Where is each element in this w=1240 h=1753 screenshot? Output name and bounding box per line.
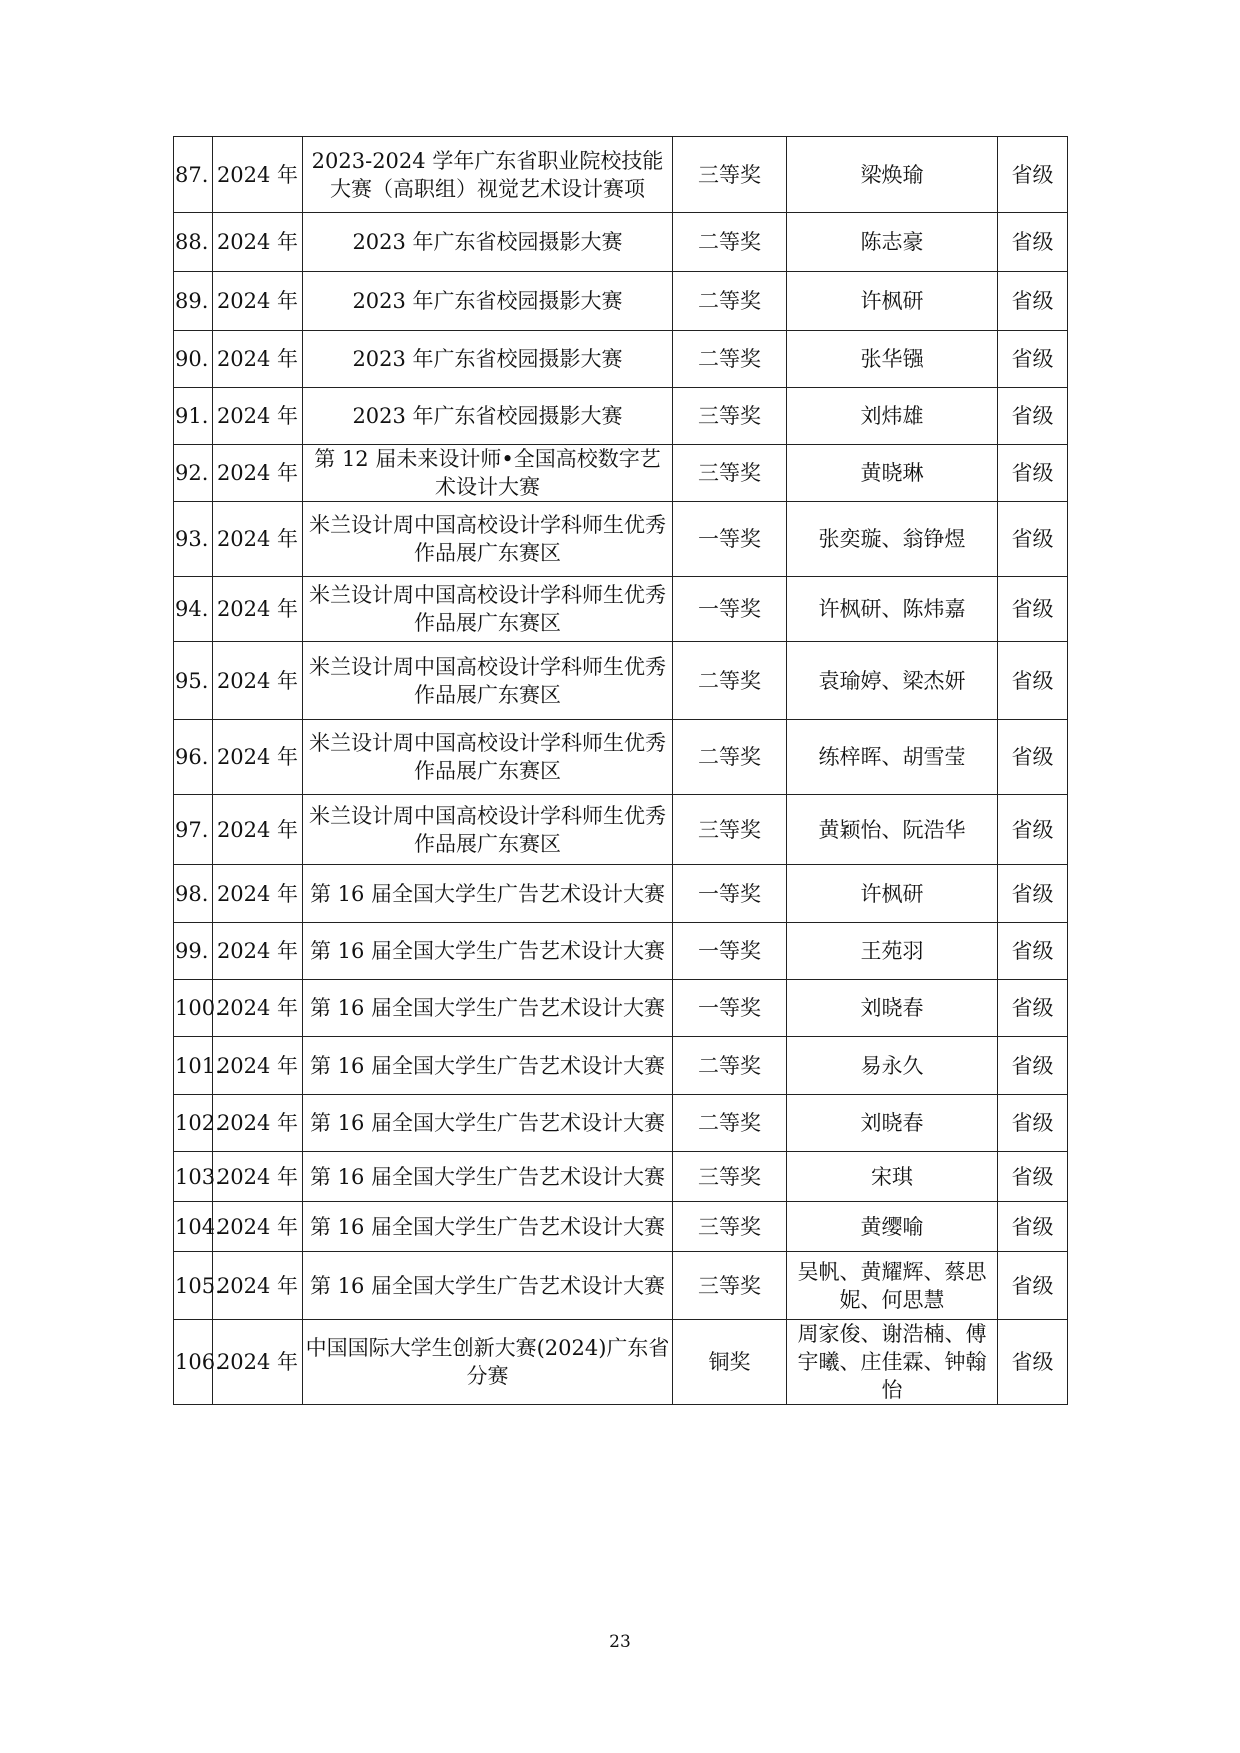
row-number: 91.: [174, 388, 213, 445]
table-row: [174, 388, 1068, 445]
award-cell: 二等奖: [673, 642, 787, 720]
winners-cell: 刘炜雄: [787, 388, 998, 445]
competition-cell: 第 16 届全国大学生广告艺术设计大赛: [303, 980, 673, 1037]
winners-cell: 黄晓琳: [787, 445, 998, 502]
competition-cell: 2023 年广东省校园摄影大赛: [303, 213, 673, 272]
table-row: [174, 1202, 1068, 1252]
year-cell: 2024 年: [213, 1037, 303, 1095]
competition-cell: 2023 年广东省校园摄影大赛: [303, 272, 673, 331]
winners-cell: 梁焕瑜: [787, 137, 998, 213]
row-number: 89.: [174, 272, 213, 331]
award-cell: 一等奖: [673, 923, 787, 980]
year-cell: 2024 年: [213, 865, 303, 923]
year-cell: 2024 年: [213, 980, 303, 1037]
competition-cell: 米兰设计周中国高校设计学科师生优秀作品展广东赛区: [303, 795, 673, 865]
table-row: [174, 1152, 1068, 1202]
year-cell: 2024 年: [213, 502, 303, 577]
year-cell: 2024 年: [213, 137, 303, 213]
winners-cell: 许枫研、陈炜嘉: [787, 577, 998, 642]
winners-cell: 许枫研: [787, 272, 998, 331]
year-cell: 2024 年: [213, 331, 303, 388]
level-cell: 省级: [998, 923, 1068, 980]
winners-cell: 许枫研: [787, 865, 998, 923]
award-cell: 铜奖: [673, 1320, 787, 1405]
competition-cell: 第 16 届全国大学生广告艺术设计大赛: [303, 1095, 673, 1152]
table-row: [174, 502, 1068, 577]
year-cell: 2024 年: [213, 577, 303, 642]
level-cell: 省级: [998, 272, 1068, 331]
table-row: [174, 642, 1068, 720]
row-number: 90.: [174, 331, 213, 388]
competition-cell: 第 16 届全国大学生广告艺术设计大赛: [303, 1252, 673, 1320]
competition-cell: 米兰设计周中国高校设计学科师生优秀作品展广东赛区: [303, 577, 673, 642]
table-row: [174, 577, 1068, 642]
award-cell: 三等奖: [673, 445, 787, 502]
competition-cell: 第 16 届全国大学生广告艺术设计大赛: [303, 1037, 673, 1095]
level-cell: 省级: [998, 502, 1068, 577]
level-cell: 省级: [998, 980, 1068, 1037]
competition-cell: 2023 年广东省校园摄影大赛: [303, 388, 673, 445]
competition-cell: 2023 年广东省校园摄影大赛: [303, 331, 673, 388]
winners-cell: 黄缨喻: [787, 1202, 998, 1252]
row-number: 94.: [174, 577, 213, 642]
row-number: 106.: [174, 1320, 213, 1405]
level-cell: 省级: [998, 1095, 1068, 1152]
award-cell: 一等奖: [673, 865, 787, 923]
page-number: 23: [609, 1632, 631, 1652]
table-row: [174, 137, 1068, 213]
row-number: 105.: [174, 1252, 213, 1320]
competition-cell: 中国国际大学生创新大赛(2024)广东省分赛: [303, 1320, 673, 1405]
row-number: 87.: [174, 137, 213, 213]
table-row: [174, 1320, 1068, 1405]
winners-cell: 陈志豪: [787, 213, 998, 272]
level-cell: 省级: [998, 331, 1068, 388]
table-row: [174, 1095, 1068, 1152]
level-cell: 省级: [998, 1037, 1068, 1095]
level-cell: 省级: [998, 1202, 1068, 1252]
level-cell: 省级: [998, 865, 1068, 923]
row-number: 102.: [174, 1095, 213, 1152]
table-row: [174, 795, 1068, 865]
level-cell: 省级: [998, 137, 1068, 213]
level-cell: 省级: [998, 642, 1068, 720]
row-number: 97.: [174, 795, 213, 865]
award-cell: 三等奖: [673, 1152, 787, 1202]
level-cell: 省级: [998, 445, 1068, 502]
competition-cell: 米兰设计周中国高校设计学科师生优秀作品展广东赛区: [303, 720, 673, 795]
table-row: [174, 865, 1068, 923]
level-cell: 省级: [998, 577, 1068, 642]
row-number: 88.: [174, 213, 213, 272]
row-number: 104.: [174, 1202, 213, 1252]
row-number: 103.: [174, 1152, 213, 1202]
table-row: [174, 272, 1068, 331]
year-cell: 2024 年: [213, 923, 303, 980]
level-cell: 省级: [998, 213, 1068, 272]
competition-cell: 第 16 届全国大学生广告艺术设计大赛: [303, 1202, 673, 1252]
year-cell: 2024 年: [213, 1252, 303, 1320]
year-cell: 2024 年: [213, 1095, 303, 1152]
award-cell: 三等奖: [673, 388, 787, 445]
row-number: 93.: [174, 502, 213, 577]
row-number: 96.: [174, 720, 213, 795]
year-cell: 2024 年: [213, 1202, 303, 1252]
winners-cell: 吴帆、黄耀辉、蔡思妮、何思慧: [787, 1252, 998, 1320]
year-cell: 2024 年: [213, 642, 303, 720]
award-cell: 一等奖: [673, 980, 787, 1037]
award-cell: 二等奖: [673, 1095, 787, 1152]
year-cell: 2024 年: [213, 213, 303, 272]
competition-cell: 米兰设计周中国高校设计学科师生优秀作品展广东赛区: [303, 502, 673, 577]
table-row: [174, 445, 1068, 502]
level-cell: 省级: [998, 1252, 1068, 1320]
row-number: 100.: [174, 980, 213, 1037]
winners-cell: 易永久: [787, 1037, 998, 1095]
award-cell: 二等奖: [673, 331, 787, 388]
competition-cell: 第 16 届全国大学生广告艺术设计大赛: [303, 865, 673, 923]
winners-cell: 周家俊、谢浩楠、傅宇曦、庄佳霖、钟翰怡: [787, 1320, 998, 1405]
competition-cell: 2023-2024 学年广东省职业院校技能大赛（高职组）视觉艺术设计赛项: [303, 137, 673, 213]
level-cell: 省级: [998, 1320, 1068, 1405]
level-cell: 省级: [998, 795, 1068, 865]
row-number: 101.: [174, 1037, 213, 1095]
competition-cell: 米兰设计周中国高校设计学科师生优秀作品展广东赛区: [303, 642, 673, 720]
row-number: 99.: [174, 923, 213, 980]
winners-cell: 张华镪: [787, 331, 998, 388]
award-cell: 三等奖: [673, 1252, 787, 1320]
year-cell: 2024 年: [213, 1320, 303, 1405]
table-row: [174, 980, 1068, 1037]
year-cell: 2024 年: [213, 795, 303, 865]
winners-cell: 刘晓春: [787, 1095, 998, 1152]
level-cell: 省级: [998, 388, 1068, 445]
award-cell: 二等奖: [673, 213, 787, 272]
table-row: [174, 1252, 1068, 1320]
year-cell: 2024 年: [213, 272, 303, 331]
competition-cell: 第 16 届全国大学生广告艺术设计大赛: [303, 923, 673, 980]
row-number: 92.: [174, 445, 213, 502]
year-cell: 2024 年: [213, 388, 303, 445]
table-row: [174, 1037, 1068, 1095]
year-cell: 2024 年: [213, 1152, 303, 1202]
competition-cell: 第 12 届未来设计师•全国高校数字艺术设计大赛: [303, 445, 673, 502]
table-row: [174, 213, 1068, 272]
winners-cell: 张奕璇、翁铮煜: [787, 502, 998, 577]
award-cell: 二等奖: [673, 720, 787, 795]
row-number: 95.: [174, 642, 213, 720]
level-cell: 省级: [998, 720, 1068, 795]
winners-cell: 刘晓春: [787, 980, 998, 1037]
year-cell: 2024 年: [213, 445, 303, 502]
award-cell: 二等奖: [673, 1037, 787, 1095]
award-cell: 一等奖: [673, 502, 787, 577]
year-cell: 2024 年: [213, 720, 303, 795]
table-row: [174, 923, 1068, 980]
table-row: [174, 331, 1068, 388]
award-cell: 一等奖: [673, 577, 787, 642]
award-cell: 二等奖: [673, 272, 787, 331]
award-cell: 三等奖: [673, 1202, 787, 1252]
award-cell: 三等奖: [673, 137, 787, 213]
competition-cell: 第 16 届全国大学生广告艺术设计大赛: [303, 1152, 673, 1202]
award-cell: 三等奖: [673, 795, 787, 865]
winners-cell: 宋琪: [787, 1152, 998, 1202]
row-number: 98.: [174, 865, 213, 923]
table-row: [174, 720, 1068, 795]
level-cell: 省级: [998, 1152, 1068, 1202]
awards-table: [173, 136, 1068, 1405]
winners-cell: 黄颖怡、阮浩华: [787, 795, 998, 865]
winners-cell: 王苑羽: [787, 923, 998, 980]
winners-cell: 练梓晖、胡雪莹: [787, 720, 998, 795]
winners-cell: 袁瑜婷、梁杰妍: [787, 642, 998, 720]
